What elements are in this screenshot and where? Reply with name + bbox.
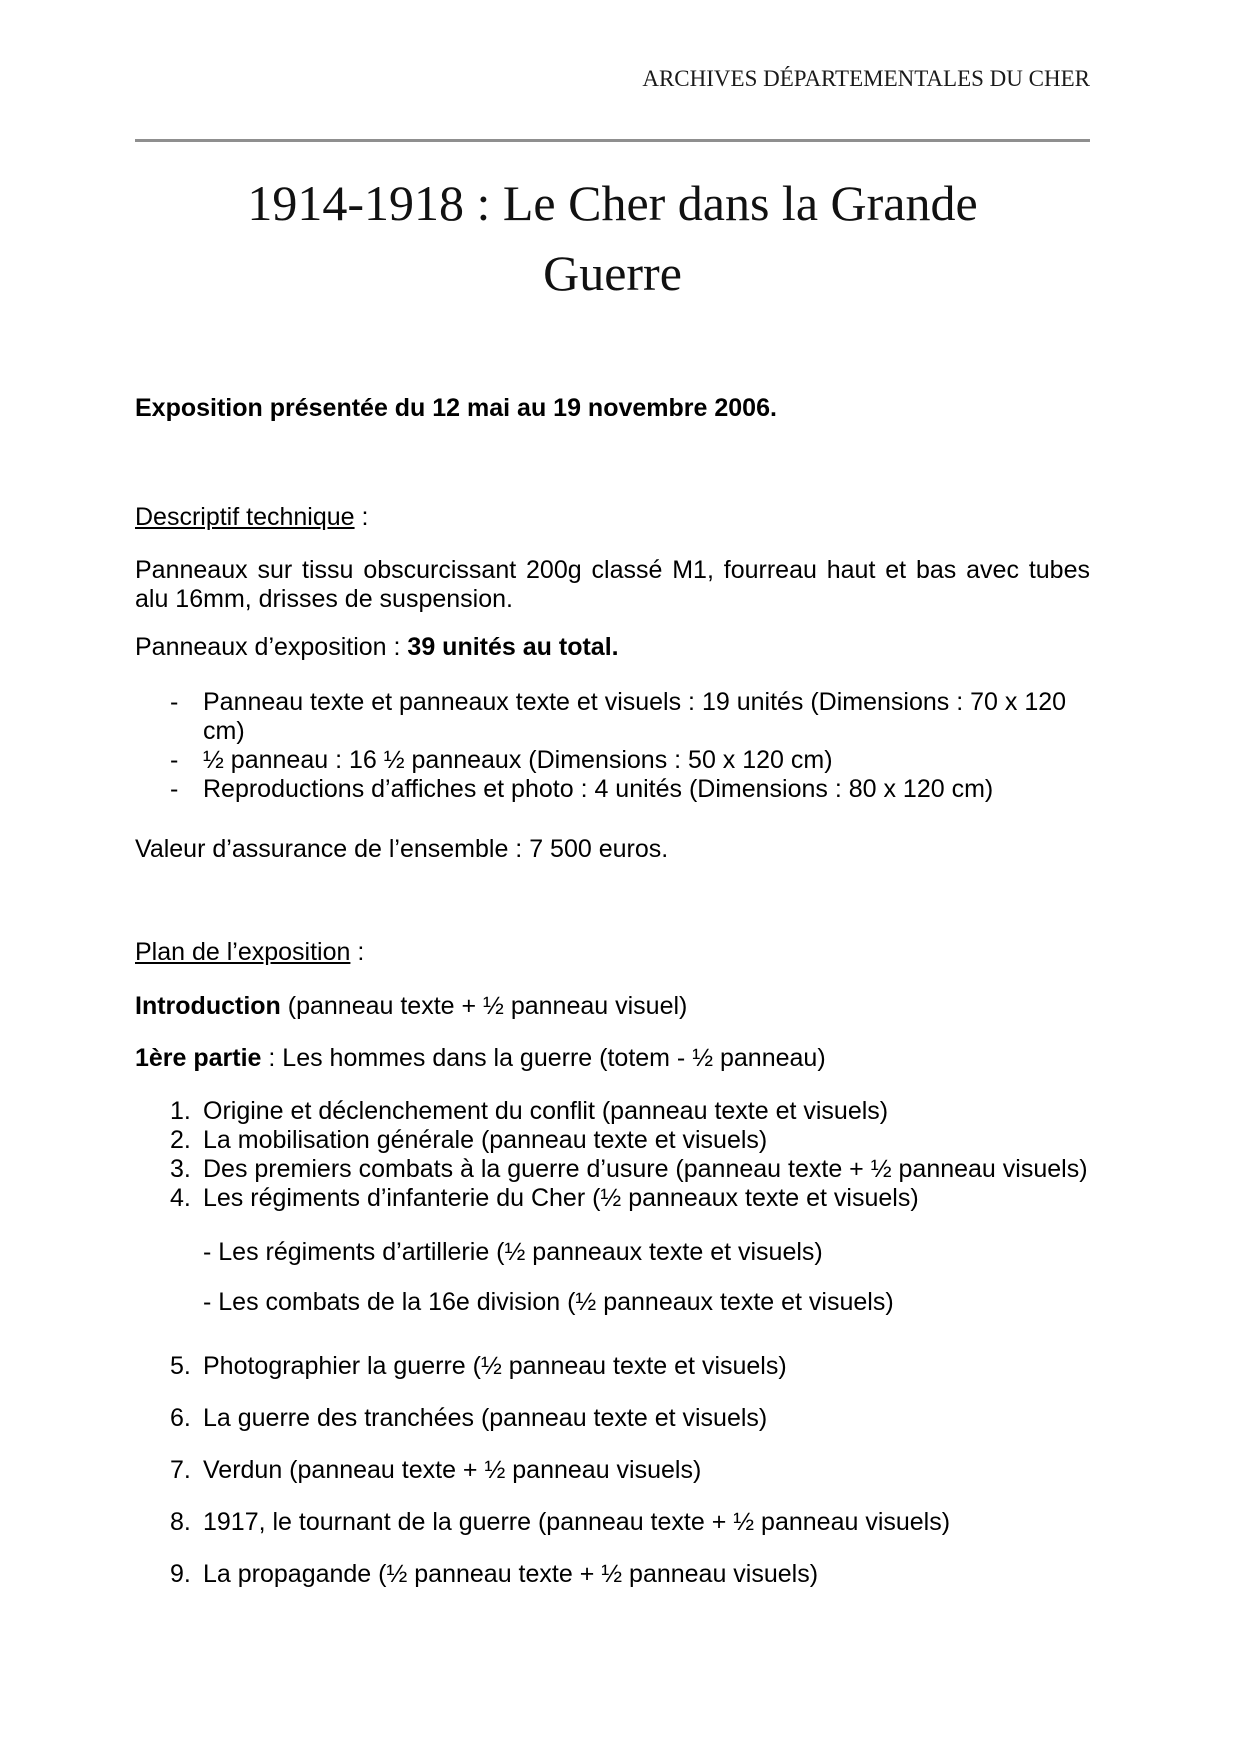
numbered-item-text: 1917, le tournant de la guerre (panneau texte + ½ panneau visuels) (203, 1508, 951, 1536)
dash-marker: - (170, 746, 179, 774)
exposition-date-line: Exposition présentée du 12 mai au 19 novembre 2006. (135, 394, 777, 422)
numbered-item (135, 1184, 1090, 1213)
numbered-list-part1 (135, 1097, 1090, 1213)
paragraph-panneaux (135, 633, 1090, 662)
section-heading-plan (135, 938, 1090, 967)
item-number: 6. (170, 1404, 191, 1432)
section-heading-plan-colon: : (350, 938, 365, 966)
panneaux-dash-list (135, 688, 1090, 804)
document-title-line1: 1914-1918 : Le Cher dans la Grande (247, 175, 978, 231)
numbered-item (135, 1456, 1090, 1485)
numbered-item (135, 1404, 1090, 1433)
section-heading-descriptif-colon: : (354, 503, 369, 531)
panneaux-total: 39 unités au total. (407, 633, 619, 661)
section-heading-plan-text: Plan de l’exposition (135, 938, 351, 966)
item-number: 9. (170, 1560, 191, 1588)
dash-marker: - (170, 688, 179, 716)
numbered-item-text: Les régiments d’infanterie du Cher (½ panneaux texte et visuels) (203, 1184, 919, 1212)
numbered-item-text: La mobilisation générale (panneau texte et visuels) (203, 1126, 768, 1154)
numbered-item (135, 1560, 1090, 1589)
list-item-text: Reproductions d’affiches et photo : 4 unités (Dimensions : 80 x 120 cm) (203, 775, 994, 803)
sub-list-item: - Les combats de la 16e division (½ panneaux texte et visuels) (203, 1288, 894, 1316)
header-rule (135, 139, 1090, 142)
paragraph-technique: Panneaux sur tissu obscurcissant 200g classé M1, fourreau haut et bas avec tubes alu 16mm, drisses de suspension. (135, 556, 1090, 613)
list-item (135, 746, 1090, 775)
numbered-item-text: Des premiers combats à la guerre d’usure (panneau texte + ½ panneau visuels) (203, 1155, 1088, 1183)
numbered-item (135, 1155, 1090, 1184)
section-heading-descriptif-text: Descriptif technique (135, 503, 355, 531)
numbered-item (135, 1097, 1090, 1126)
dash-marker: - (170, 775, 179, 803)
sub-list-item: - Les régiments d’artillerie (½ panneaux texte et visuels) (203, 1238, 823, 1266)
item-number: 4. (170, 1184, 191, 1212)
document-title-line2: Guerre (543, 245, 682, 301)
numbered-item (135, 1352, 1090, 1381)
partie1-detail: : Les hommes dans la guerre (totem - ½ panneau) (261, 1044, 826, 1072)
list-item (135, 775, 1090, 804)
header-org-name: ARCHIVES DÉPARTEMENTALES DU CHER (642, 66, 1090, 91)
valeur-assurance-line: Valeur d’assurance de l’ensemble : 7 500 euros. (135, 835, 669, 863)
numbered-item (135, 1508, 1090, 1537)
numbered-item-text: Photographier la guerre (½ panneau texte et visuels) (203, 1352, 787, 1380)
list-item (135, 688, 1090, 746)
item-number: 3. (170, 1155, 191, 1183)
list-item-text: Panneau texte et panneaux texte et visuels : 19 unités (Dimensions : 70 x 120 cm) (203, 688, 1067, 745)
introduction-detail: (panneau texte + ½ panneau visuel) (280, 992, 688, 1020)
panneaux-label: Panneaux d’exposition : (135, 633, 408, 661)
item-number: 8. (170, 1508, 191, 1536)
item-number: 2. (170, 1126, 191, 1154)
introduction-label: Introduction (135, 992, 281, 1020)
section-heading-descriptif (135, 503, 1090, 532)
item-number: 5. (170, 1352, 191, 1380)
item-number: 1. (170, 1097, 191, 1125)
numbered-item-text: La propagande (½ panneau texte + ½ panneau visuels) (203, 1560, 819, 1588)
item-number: 7. (170, 1456, 191, 1484)
list-item-text: ½ panneau : 16 ½ panneaux (Dimensions : 50 x 120 cm) (203, 746, 833, 774)
numbered-item-text: La guerre des tranchées (panneau texte et visuels) (203, 1404, 768, 1432)
numbered-item (135, 1126, 1090, 1155)
document-title (135, 168, 1090, 308)
plan-partie1-line (135, 1044, 1090, 1073)
plan-introduction-line (135, 992, 1090, 1021)
partie1-label: 1ère partie (135, 1044, 262, 1072)
numbered-item-text: Origine et déclenchement du conflit (panneau texte et visuels) (203, 1097, 889, 1125)
numbered-item-text: Verdun (panneau texte + ½ panneau visuels) (203, 1456, 702, 1484)
